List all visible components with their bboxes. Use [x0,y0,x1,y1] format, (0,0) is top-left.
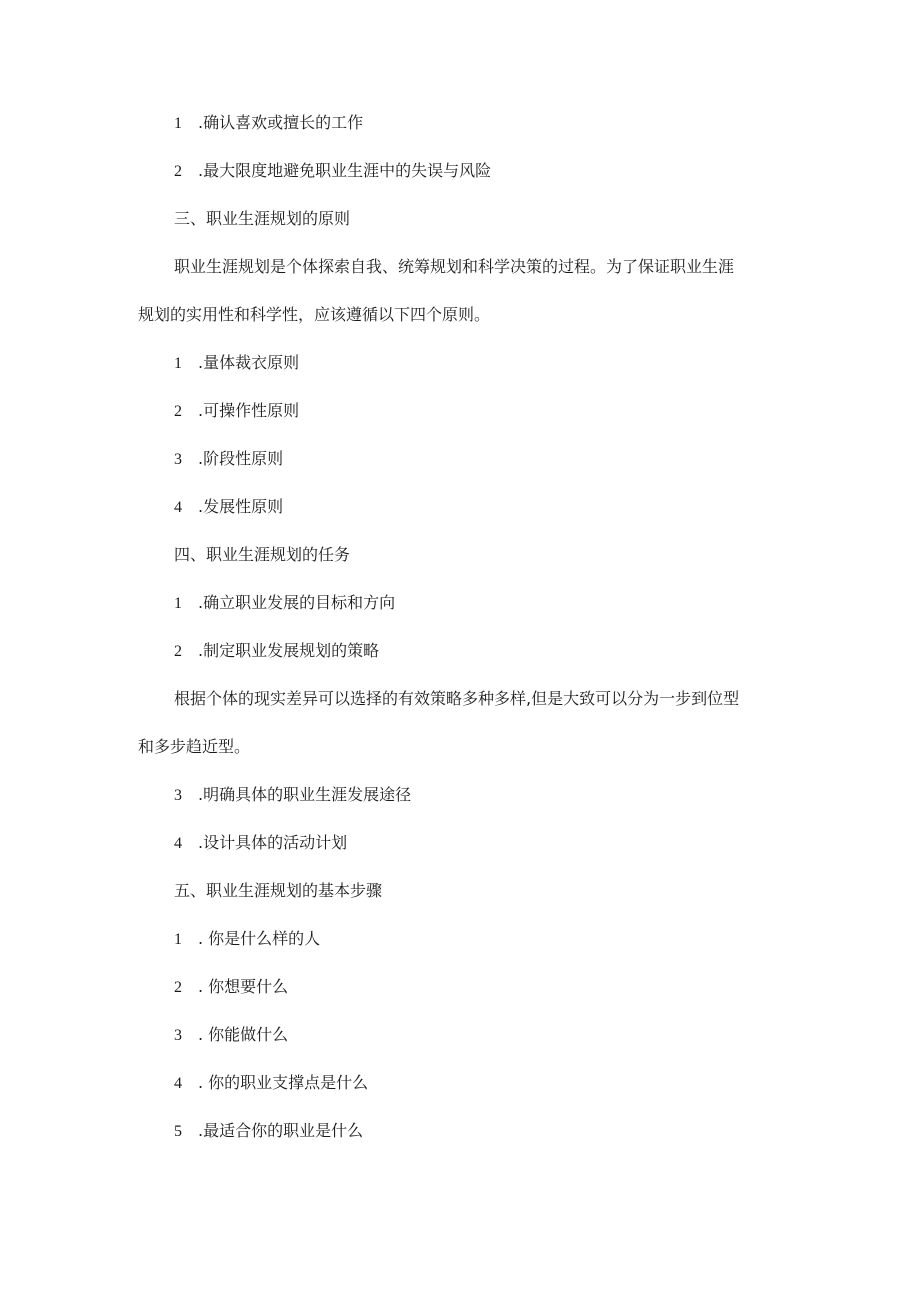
list-item-text: . 你能做什么 [198,1025,289,1044]
list-item [174,160,491,183]
list-item [174,112,363,135]
list-item-number: 1 [174,595,182,612]
list-item-text: .明确具体的职业生涯发展途径 [198,785,412,804]
list-item [174,1120,363,1143]
list-item-text: . 你的职业支撑点是什么 [198,1073,369,1092]
list-item-number: 4 [174,1075,182,1092]
list-item [174,448,283,471]
list-item-number: 1 [174,931,182,948]
paragraph-text: 根据个体的现实差异可以选择的有效策略多种多样,但是大致可以分为一步到位型 [174,689,740,708]
list-item-text: .确认喜欢或擅长的工作 [198,113,364,132]
list-item [174,1072,368,1095]
list-item [174,592,395,615]
list-item-text: . 你是什么样的人 [198,929,321,948]
list-item-text: .确立职业发展的目标和方向 [198,593,396,612]
list-item-number: 4 [174,835,182,852]
list-item-number: 3 [174,451,182,468]
list-item-number: 2 [174,643,182,660]
list-item [174,352,299,375]
list-item-number: 3 [174,787,182,804]
list-item [174,928,320,951]
list-item-text: .设计具体的活动计划 [198,833,348,852]
list-item-number: 1 [174,115,182,132]
list-item [174,496,283,519]
list-item-text: .最适合你的职业是什么 [198,1121,364,1140]
section-heading: 三、职业生涯规划的原则 [174,209,351,228]
list-item [174,976,288,999]
list-item-text: . 你想要什么 [198,977,289,996]
list-item-text: .可操作性原则 [198,401,300,420]
section-heading: 五、职业生涯规划的基本步骤 [174,881,383,900]
list-item-text: .制定职业发展规划的策略 [198,641,380,660]
section-heading: 四、职业生涯规划的任务 [174,545,351,564]
list-item [174,400,299,423]
list-item-text: .最大限度地避免职业生涯中的失误与风险 [198,161,492,180]
list-item-number: 4 [174,499,182,516]
list-item-number: 5 [174,1123,182,1140]
list-item-text: .量体裁衣原则 [198,353,300,372]
paragraph-text: 职业生涯规划是个体探索自我、统筹规划和科学决策的过程。为了保证职业生涯 [174,257,735,276]
paragraph-text-continued: 和多步趋近型。 [138,737,251,756]
paragraph-text-continued: 规划的实用性和科学性，应该遵循以下四个原则。 [138,305,491,324]
list-item [174,784,411,807]
list-item-number: 2 [174,163,182,180]
list-item-text: .发展性原则 [198,497,284,516]
list-item-number: 1 [174,355,182,372]
list-item-number: 2 [174,403,182,420]
list-item [174,832,347,855]
list-item [174,1024,288,1047]
list-item-number: 2 [174,979,182,996]
list-item [174,640,379,663]
list-item-text: .阶段性原则 [198,449,284,468]
list-item-number: 3 [174,1027,182,1044]
